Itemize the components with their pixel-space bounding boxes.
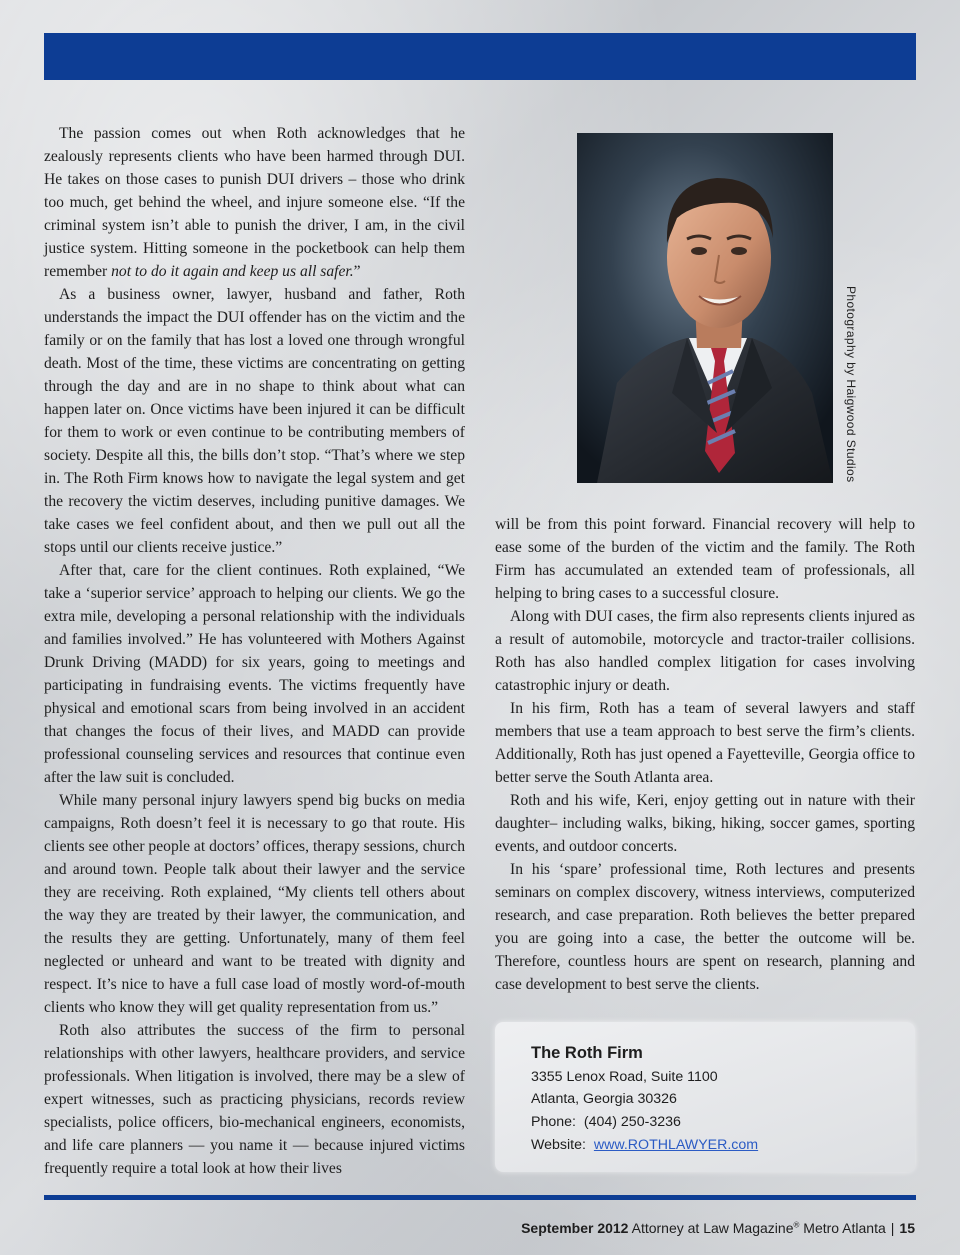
footer-separator: |: [890, 1220, 895, 1236]
website-line: [531, 1134, 758, 1157]
paragraph-1: The passion comes out when Roth acknowledges that he zealously represents clients who have been harmed through DUI. He takes on those cases to punish DUI drivers – those who drink too much, get behind the wheel, and injure someone else. “If the criminal system isn’t able to punish the driver, I am, in the civil justice system. Hitting someone in the pocketbook can help them remember not to do it again and keep us all safer.”: [44, 125, 465, 280]
paragraph-continued: will be from this point forward. Financial recovery will help to ease some of the burden of the victim and the family. The Roth Firm has accumulated an extended team of professionals, all helping to bring cases to a successful closure.: [495, 516, 915, 602]
website-label: Website:: [531, 1136, 586, 1153]
footer-region: Metro Atlanta: [803, 1220, 886, 1236]
phone-label: Phone:: [531, 1114, 576, 1131]
paragraph-2: As a business owner, lawyer, husband and father, Roth understands the impact the DUI offender has on the victim and the family or on the family that has lost a loved one through wrongful death. Most of the time, these victims are concentrating on getting through the day and are in no shape to think about what can happen later on. Once victims have been injured it can be difficult for them to work or even continue to be contributing members of society. Despite all this, the bills don’t stop. “That’s where we step in. The Roth Firm knows how to navigate the legal system and get the recovery the victim deserves, including punitive damages. We take cases we feel confident about, and then we pull out all the stops until our clients receive justice.”: [44, 286, 465, 556]
firm-name: The Roth Firm: [531, 1044, 643, 1062]
contact-info-box: [495, 1022, 915, 1172]
footer-rule: [44, 1195, 916, 1200]
article-right-column: [495, 513, 915, 996]
paragraph-8: Roth and his wife, Keri, enjoy getting out in nature with their daughter– including walks, biking, hiking, soccer games, sporting events, and outdoor concerts.: [495, 792, 915, 855]
paragraph-9: In his ‘spare’ professional time, Roth lectures and presents seminars on complex discovery, witness interviews, computerized research, and case preparation. Roth believes the better prepared you are going into a case, the better the outcome will be. Therefore, countless hours are spent on research, planning and case development to best serve the clients.: [495, 861, 915, 993]
portrait-illustration: [577, 133, 833, 483]
article-left-column: [44, 122, 465, 1180]
address-line-1: 3355 Lenox Road, Suite 1100: [531, 1068, 718, 1085]
page-footer: [521, 1220, 915, 1236]
paragraph-4: While many personal injury lawyers spend big bucks on media campaigns, Roth doesn’t feel it is necessary to go that route. His clients see other people at doctors’ offices, therapy sessions, church and around town. People talk about their lawyer and the service they are receiving. Roth explained, “My clients tell others about the way they are treated by their lawyer, the communication, and the results they are getting. Unfortunately, many of them feel neglected or unheard and want to be treated with dignity and respect. It’s nice to have a full case load of mostly word-of-mouth clients who know they will get quality representation from us.”: [44, 792, 465, 1016]
registered-mark: ®: [793, 1220, 800, 1230]
paragraph-5: Roth also attributes the success of the firm to personal relationships with other lawyers, healthcare providers, and service professionals. When litigation is involved, there may be a slew of expert witnesses, such as practicing physicians, records review specialists, police officers, bio-mechanical engineers, economists, and life care planners — you name it — because injured victims frequently require a total look at how their lives: [44, 1022, 465, 1177]
paragraph-6: Along with DUI cases, the firm also represents clients injured as a result of automobile, motorcycle and tractor-trailer collisions. Roth has also handled complex litigation for cases involving catastrophic injury or death.: [495, 608, 915, 694]
footer-magazine: Attorney at Law Magazine: [631, 1220, 794, 1236]
phone-number: (404) 250-3236: [583, 1114, 681, 1131]
paragraph-7: In his firm, Roth has a team of several lawyers and staff members that use a team approach to best serve the firm’s clients. Additionally, Roth has just opened a Fayetteville, Georgia office to better serve the South Atlanta area.: [495, 700, 915, 786]
paragraph-3: After that, care for the client continues. Roth explained, “We take a ‘superior service’ approach to helping our clients. We go the extra mile, developing a personal relationship with the individuals and families involved.” He has volunteered with Mothers Against Drunk Driving (MADD) for six years, going to meetings and participating in fundraising events. The victims frequently have physical and emotional scars from being involved in an accident that changes the focus of their lives, and MADD can provide professional counseling services and resources that continue even after the law suit is concluded.: [44, 562, 465, 786]
website-link[interactable]: www.ROTHLAWYER.com: [593, 1136, 759, 1153]
phone-line: [531, 1111, 758, 1134]
address-line-2: Atlanta, Georgia 30326: [531, 1091, 677, 1108]
contact-info-content: [531, 1042, 758, 1157]
footer-date: September 2012: [521, 1220, 629, 1236]
portrait-photo: [577, 133, 833, 483]
header-banner: [44, 33, 916, 80]
page-number: 15: [899, 1220, 915, 1236]
photo-credit: Photography by Haigwood Studios: [844, 286, 858, 483]
